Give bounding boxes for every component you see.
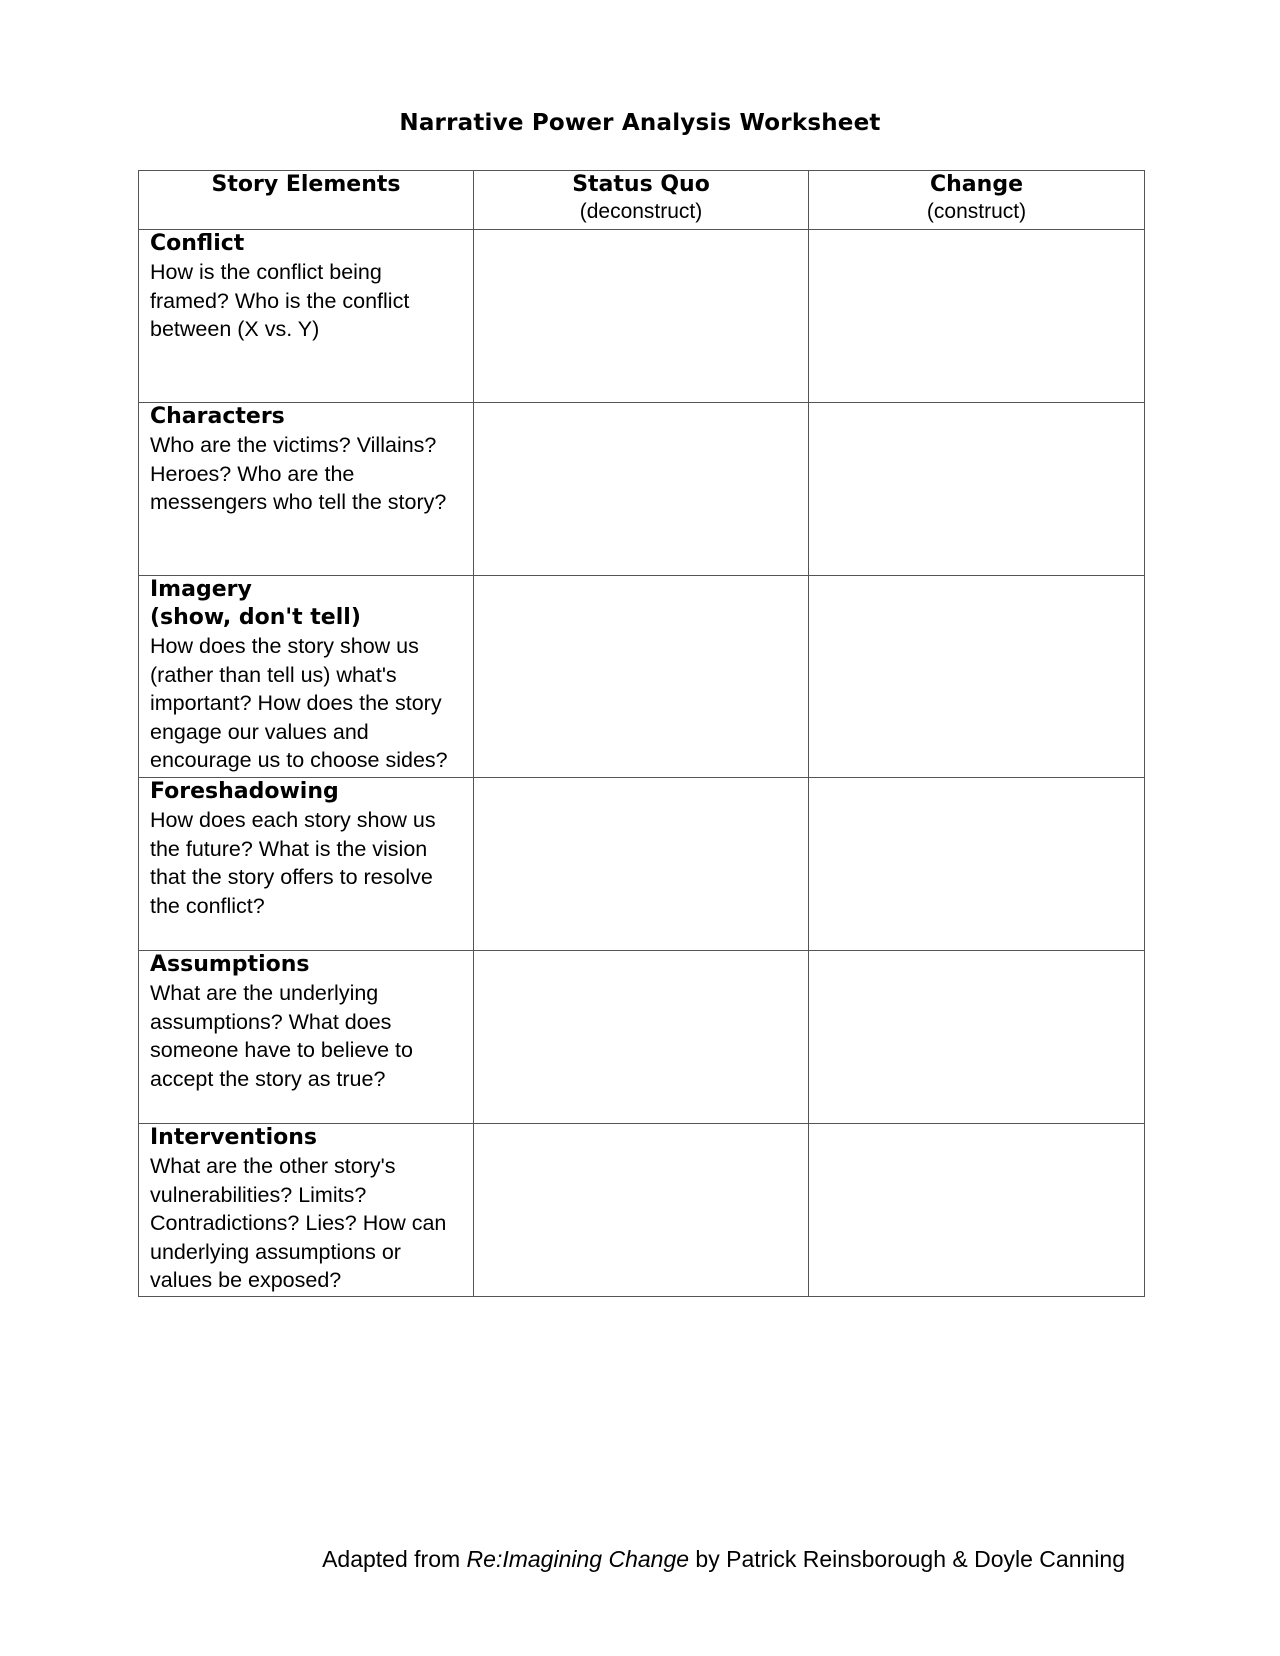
- story-element-cell: [139, 778, 474, 951]
- change-cell[interactable]: [809, 1124, 1145, 1297]
- status-quo-cell[interactable]: [474, 230, 809, 403]
- change-cell[interactable]: [809, 951, 1145, 1124]
- story-element-name: Interventions: [150, 1125, 317, 1150]
- story-element-name: Assumptions: [150, 952, 310, 977]
- story-element-prompt: What are the underlying assumptions? What does someone have to believe to accept the story as true?: [150, 981, 413, 1091]
- worksheet-table: [138, 170, 1145, 1297]
- row-interventions: [139, 1124, 1145, 1297]
- column-header-label: Story Elements: [211, 172, 401, 197]
- column-header-label: Change: [930, 172, 1023, 197]
- column-header-change: [809, 171, 1145, 230]
- story-element-cell: [139, 403, 474, 576]
- column-header-status-quo: [474, 171, 809, 230]
- story-element-cell: [139, 1124, 474, 1297]
- story-element-prompt: How does each story show us the future? What is the vision that the story offers to resolve the conflict?: [150, 808, 436, 918]
- story-element-name: Conflict: [150, 231, 245, 256]
- row-characters: [139, 403, 1145, 576]
- footer-prefix: Adapted from: [322, 1546, 467, 1572]
- column-header-sublabel: (deconstruct): [579, 200, 703, 223]
- status-quo-cell[interactable]: [474, 951, 809, 1124]
- row-foreshadowing: [139, 778, 1145, 951]
- story-element-name: Foreshadowing: [150, 779, 339, 804]
- story-element-prompt: How does the story show us (rather than tell us) what's important? How does the story engage our values and encourage us to choose sides?: [150, 634, 448, 772]
- story-element-prompt: What are the other story's vulnerabilities? Limits? Contradictions? Lies? How can underlying assumptions or values be exposed?: [150, 1154, 447, 1292]
- attribution-footer: [0, 1546, 1125, 1573]
- footer-book-title: Re:Imagining Change: [466, 1546, 690, 1572]
- row-assumptions: [139, 951, 1145, 1124]
- status-quo-cell[interactable]: [474, 778, 809, 951]
- change-cell[interactable]: [809, 778, 1145, 951]
- footer-suffix: by Patrick Reinsborough & Doyle Canning: [689, 1546, 1125, 1572]
- page-title: Narrative Power Analysis Worksheet: [399, 110, 881, 136]
- column-header-sublabel: (construct): [926, 200, 1027, 223]
- change-cell[interactable]: [809, 403, 1145, 576]
- story-element-prompt: How is the conflict being framed? Who is the conflict between (X vs. Y): [150, 260, 410, 341]
- story-element-cell: [139, 230, 474, 403]
- story-element-name: Imagery (show, don't tell): [150, 577, 361, 630]
- row-conflict: [139, 230, 1145, 403]
- status-quo-cell[interactable]: [474, 576, 809, 778]
- story-element-cell: [139, 951, 474, 1124]
- story-element-cell: [139, 576, 474, 778]
- story-element-prompt: Who are the victims? Villains? Heroes? Who are the messengers who tell the story?: [150, 433, 447, 514]
- story-element-name: Characters: [150, 404, 285, 429]
- change-cell[interactable]: [809, 576, 1145, 778]
- column-header-story-elements: [139, 171, 474, 230]
- column-header-label: Status Quo: [572, 172, 710, 197]
- row-imagery: [139, 576, 1145, 778]
- header-row: [139, 171, 1145, 230]
- change-cell[interactable]: [809, 230, 1145, 403]
- status-quo-cell[interactable]: [474, 1124, 809, 1297]
- status-quo-cell[interactable]: [474, 403, 809, 576]
